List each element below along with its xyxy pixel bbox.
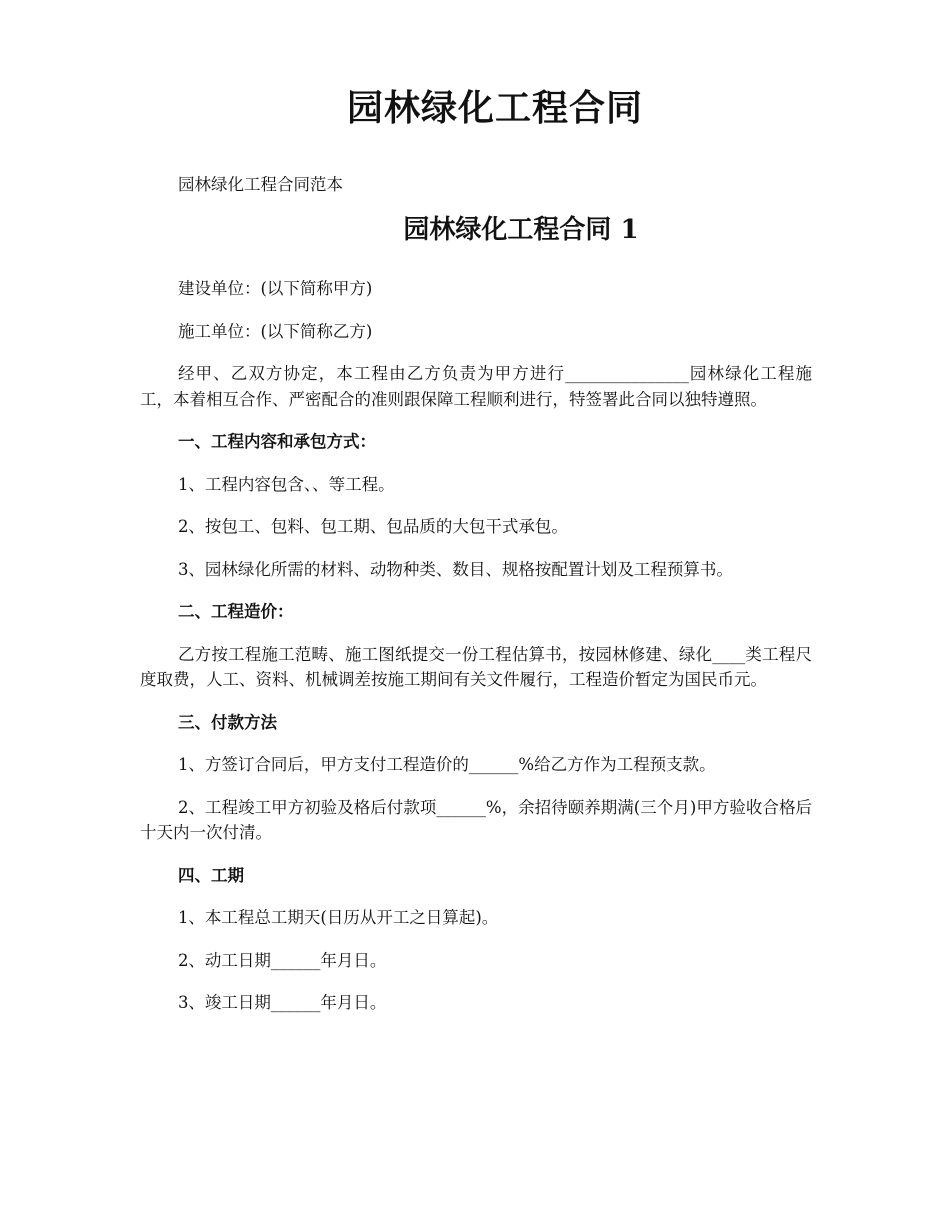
section-heading-cost: 二、工程造价： [177,602,294,621]
section-heading-payment: 三、付款方法 [177,712,277,732]
clause-1-2: 2、按包工、包料、包工期、包品质的大包干式承包。 [177,517,568,536]
clause-1-1: 1、工程内容包含、、等工程。 [177,474,395,494]
contract-body [140,276,812,1033]
section-heading-scope: 一、工程内容和承包方式： [177,432,376,451]
party-a-line: 建设单位：(以下简称甲方) [177,279,373,298]
clause-4-2: 2、动工日期______年月日。 [177,950,387,970]
document-title: 园林绿化工程合同 [346,87,643,129]
clause-3-2: 2、工程竣工甲方初验及格后付款项______%，余招待颐养期满(三个月)甲方验收合格后十天内一次付清。 [140,797,812,842]
party-b-line: 施工单位：(以下简称乙方) [177,321,373,341]
clause-1-3: 3、园林绿化所需的材料、动物种类、数目、规格按配置计划及工程预算书。 [177,559,733,579]
clause-4-3: 3、竣工日期______年月日。 [177,993,387,1012]
preamble-paragraph: 经甲、乙双方协定，本工程由乙方负责为甲方进行_______________园林绿化工程施工，本着相互合作、严密配合的准则跟保障工程顺利进行，特签署此合同以独特遵照。 [140,364,812,409]
clause-4-1: 1、本工程总工期天(日历从开工之日算起)。 [177,908,499,927]
clause-3-1: 1、方签订合同后，甲方支付工程造价的______%给乙方作为工程预支款。 [177,755,716,774]
contract-heading: 园林绿化工程合同 1 [403,215,639,245]
clause-2-1: 乙方按工程施工范畴、施工图纸提交一份工程估算书，按园林修建、绿化____类工程尺度取费，人工、资料、机械调差按施工期间有关文件履行，工程造价暂定为国民币元。 [140,644,812,689]
section-heading-schedule: 四、工期 [177,865,244,885]
document-subtitle: 园林绿化工程合同范本 [178,175,343,194]
